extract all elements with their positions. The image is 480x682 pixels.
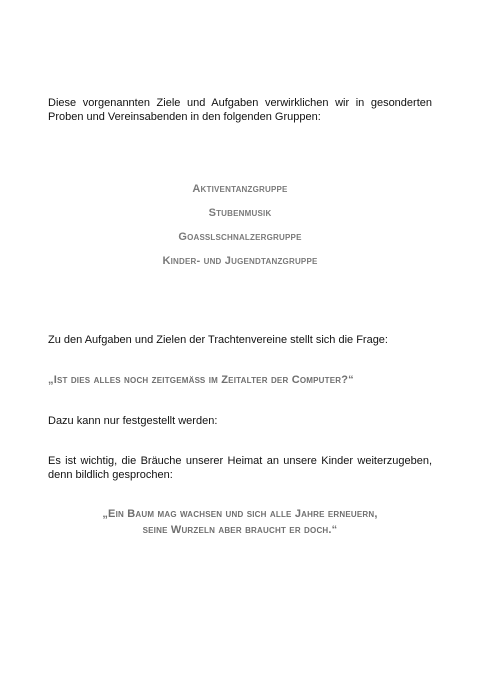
question-quote: „Ist dies alles noch zeitgemäß im Zeitalter der Computer?“: [48, 374, 354, 386]
question-intro: Zu den Aufgaben und Zielen der Trachtenvereine stellt sich die Frage:: [48, 334, 388, 346]
intro-paragraph: Diese vorgenannten Ziele und Aufgaben verwirklichen wir in gesonderten Proben und Vereinsabenden in den folgenden Gruppen:: [48, 97, 432, 123]
proverb-line-2: seine Wurzeln aber braucht er doch.“: [142, 524, 338, 536]
group-goasslschnalzergruppe: Goaßlschnalzergruppe: [178, 231, 302, 243]
statement-paragraph: Es ist wichtig, die Bräuche unserer Heimat an unsere Kinder weiterzugeben, denn bildlich gesprochen:: [48, 455, 432, 481]
group-aktiventanzgruppe: Aktiventanzgruppe: [192, 183, 288, 195]
group-kinder-jugendtanzgruppe: Kinder- und Jugendtanzgruppe: [162, 255, 318, 267]
answer-intro: Dazu kann nur festgestellt werden:: [48, 415, 218, 427]
group-stubenmusik: Stubenmusik: [208, 207, 272, 219]
proverb-line-1: „Ein Baum mag wachsen und sich alle Jahre erneuern,: [102, 508, 378, 520]
